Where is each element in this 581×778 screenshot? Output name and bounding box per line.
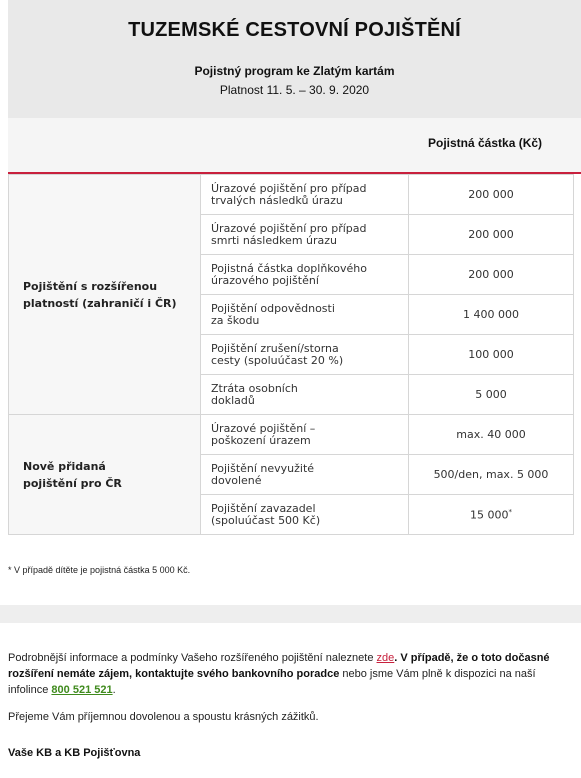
coverage-item: Ztráta osobních dokladů (201, 375, 409, 415)
table-row (9, 415, 574, 455)
infoline-phone-link[interactable]: 800 521 521 (51, 684, 113, 696)
coverage-item: Úrazové pojištění – poškození úrazem (201, 415, 409, 455)
column-header-amount: Pojistná částka (Kč) (428, 136, 543, 150)
coverage-item: Úrazové pojištění pro případ smrti následkem úrazu (201, 215, 409, 255)
coverage-item: Pojištění odpovědnosti za škodu (201, 295, 409, 335)
coverage-item: Pojištění zavazadel (spoluúčast 500 Kč) (201, 495, 409, 535)
coverage-amount: 5 000 (409, 375, 574, 415)
group-label-new: Nově přidaná pojištění pro ČR (9, 415, 201, 535)
footnote-marker: * (508, 507, 512, 516)
table-column-header (8, 118, 581, 174)
footnote: * V případě dítěte je pojistná částka 5 000 Kč. (8, 565, 191, 575)
signature: Vaše KB a KB Pojišťovna (8, 747, 141, 759)
group-label-extended: Pojištění s rozšířenou platností (zahraničí i ČR) (9, 175, 201, 415)
coverage-amount: 100 000 (409, 335, 574, 375)
table-row (9, 175, 574, 215)
details-link[interactable]: zde (376, 652, 395, 664)
info-paragraph: Podrobnější informace a podmínky Vašeho rozšířeného pojištění naleznete zde. V případě, že o toto dočasné rozšíření nemáte zájem, kontaktujte svého bankovního poradce nebo jsme Vám plně k dispozici na naší infolince 800 521 521. (8, 652, 550, 696)
page-title: TUZEMSKÉ CESTOVNÍ POJIŠTĚNÍ (128, 19, 461, 41)
coverage-item: Pojištění nevyužité dovolené (201, 455, 409, 495)
coverage-item: Pojištění zrušení/storna cesty (spoluúčast 20 %) (201, 335, 409, 375)
section-divider (0, 605, 581, 623)
coverage-amount: 200 000 (409, 255, 574, 295)
header-banner (8, 0, 581, 118)
closing-wish: Přejeme Vám příjemnou dovolenou a spoustu krásných zážitků. (8, 711, 319, 723)
coverage-amount: 15 000* (409, 495, 574, 535)
coverage-item: Úrazové pojištění pro případ trvalých následků úrazu (201, 175, 409, 215)
coverage-amount: 500/den, max. 5 000 (409, 455, 574, 495)
coverage-amount: 1 400 000 (409, 295, 574, 335)
coverage-amount: max. 40 000 (409, 415, 574, 455)
program-subtitle: Pojistný program ke Zlatým kartám (194, 64, 395, 78)
coverage-table (8, 174, 574, 535)
coverage-item: Pojistná částka doplňkového úrazového pojištění (201, 255, 409, 295)
coverage-amount: 200 000 (409, 175, 574, 215)
opt-out-notice: V případě, že o toto dočasné rozšíření nemáte zájem, kontaktujte svého bankovního poradce (8, 652, 550, 680)
validity-period: Platnost 11. 5. – 30. 9. 2020 (219, 83, 370, 97)
coverage-amount: 200 000 (409, 215, 574, 255)
